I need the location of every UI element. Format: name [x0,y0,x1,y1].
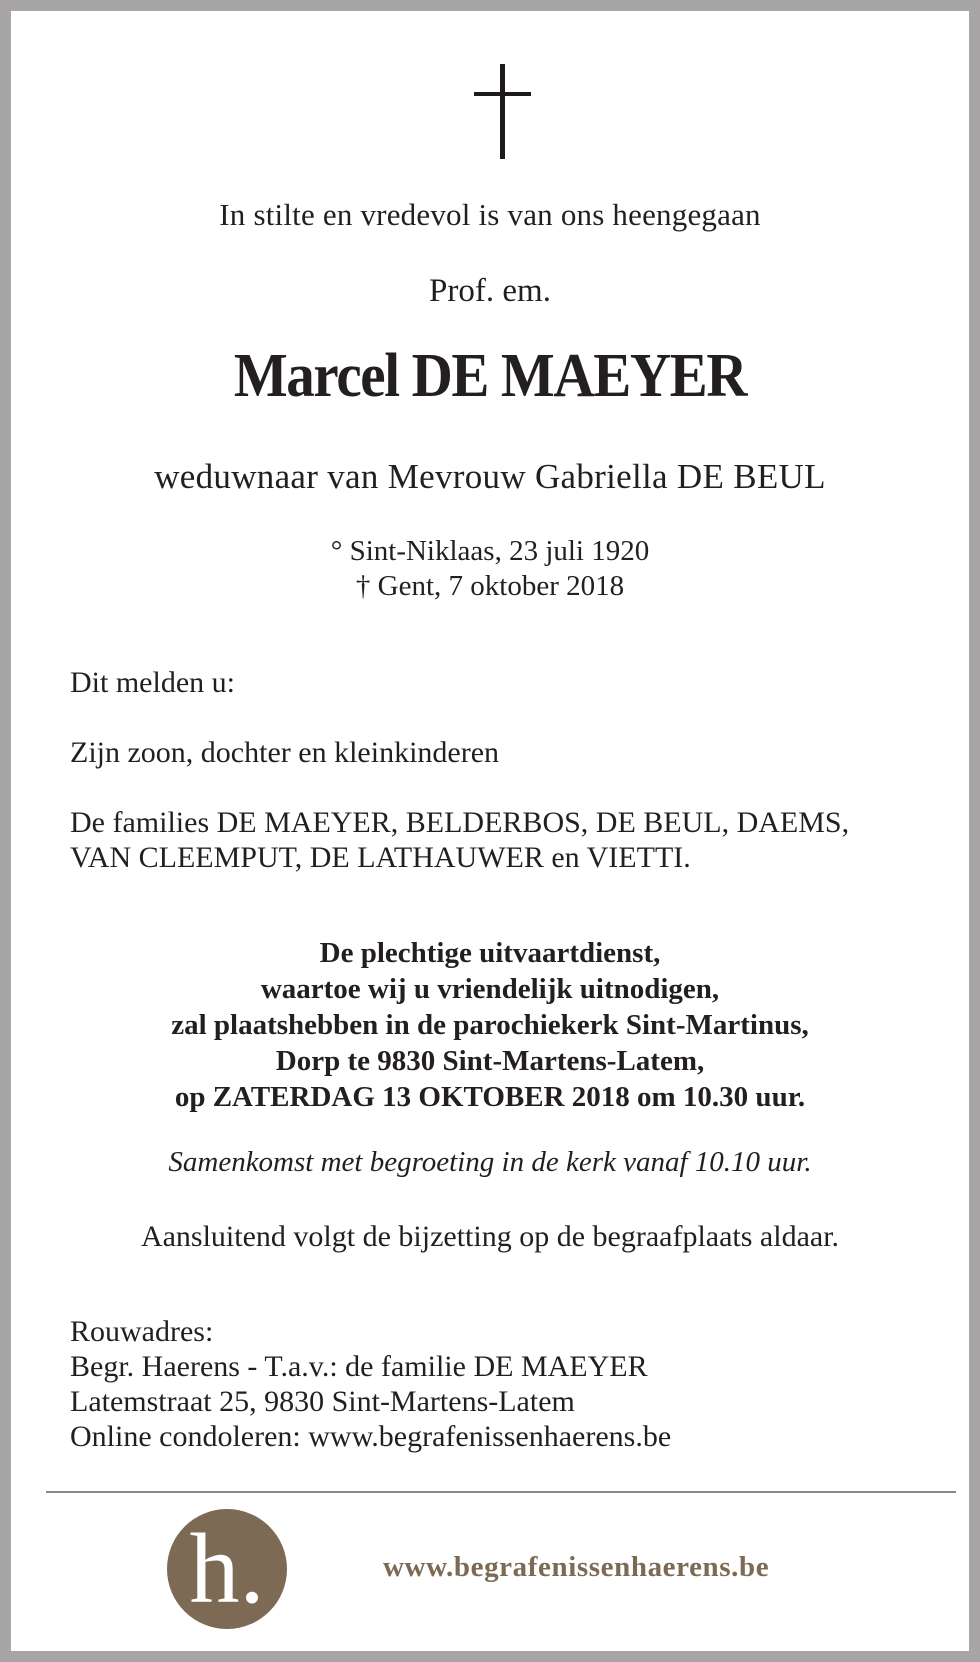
spouse-line: weduwnaar van Mevrouw Gabriella DE BEUL [154,457,826,496]
haerens-logo: h. [167,1509,287,1629]
families-line: VAN CLEEMPUT, DE LATHAUWER en VIETTI. [70,841,691,874]
service-line: Dorp te 9830 Sint-Martens-Latem, [275,1045,705,1077]
cross-icon-horizontal [474,92,531,96]
intro-line: In stilte en vredevol is van ons heengegaan [219,197,761,232]
condolence-line: Online condoleren: www.begrafenissenhaerens.be [70,1420,672,1453]
service-line: zal plaatshebben in de parochiekerk Sint-Martinus, [171,1009,809,1041]
service-block [11,935,969,1115]
address-line: Latemstraat 25, 9830 Sint-Martens-Latem [70,1385,575,1418]
cross-icon-vertical [500,64,505,159]
birth-line: ° Sint-Niklaas, 23 juli 1920 [330,535,650,567]
deceased-name: Marcel DE MAEYER [233,342,747,410]
service-line: waartoe wij u vriendelijk uitnodigen, [260,973,720,1005]
families-line: De families DE MAEYER, BELDERBOS, DE BEUL, DAEMS, [70,806,850,839]
address-block [70,1314,929,1454]
families-block [70,805,929,875]
footer-divider [46,1491,956,1493]
academic-title: Prof. em. [429,273,551,309]
death-line: † Gent, 7 oktober 2018 [355,570,625,602]
address-line: Begr. Haerens - T.a.v.: de familie DE MAEYER [70,1350,648,1383]
service-line: op ZATERDAG 13 OKTOBER 2018 om 10.30 uur. [174,1081,806,1113]
address-label: Rouwadres: [70,1315,214,1348]
service-line: De plechtige uitvaartdienst, [319,937,661,969]
gathering-line: Samenkomst met begroeting in de kerk vanaf 10.10 uur. [168,1146,812,1178]
children-line: Zijn zoon, dochter en kleinkinderen [70,736,500,769]
footer-website: www.begrafenissenhaerens.be [383,1551,770,1583]
announce-line: Dit melden u: [70,666,235,699]
burial-line: Aansluitend volgt de bijzetting op de begraafplaats aldaar. [140,1220,840,1253]
